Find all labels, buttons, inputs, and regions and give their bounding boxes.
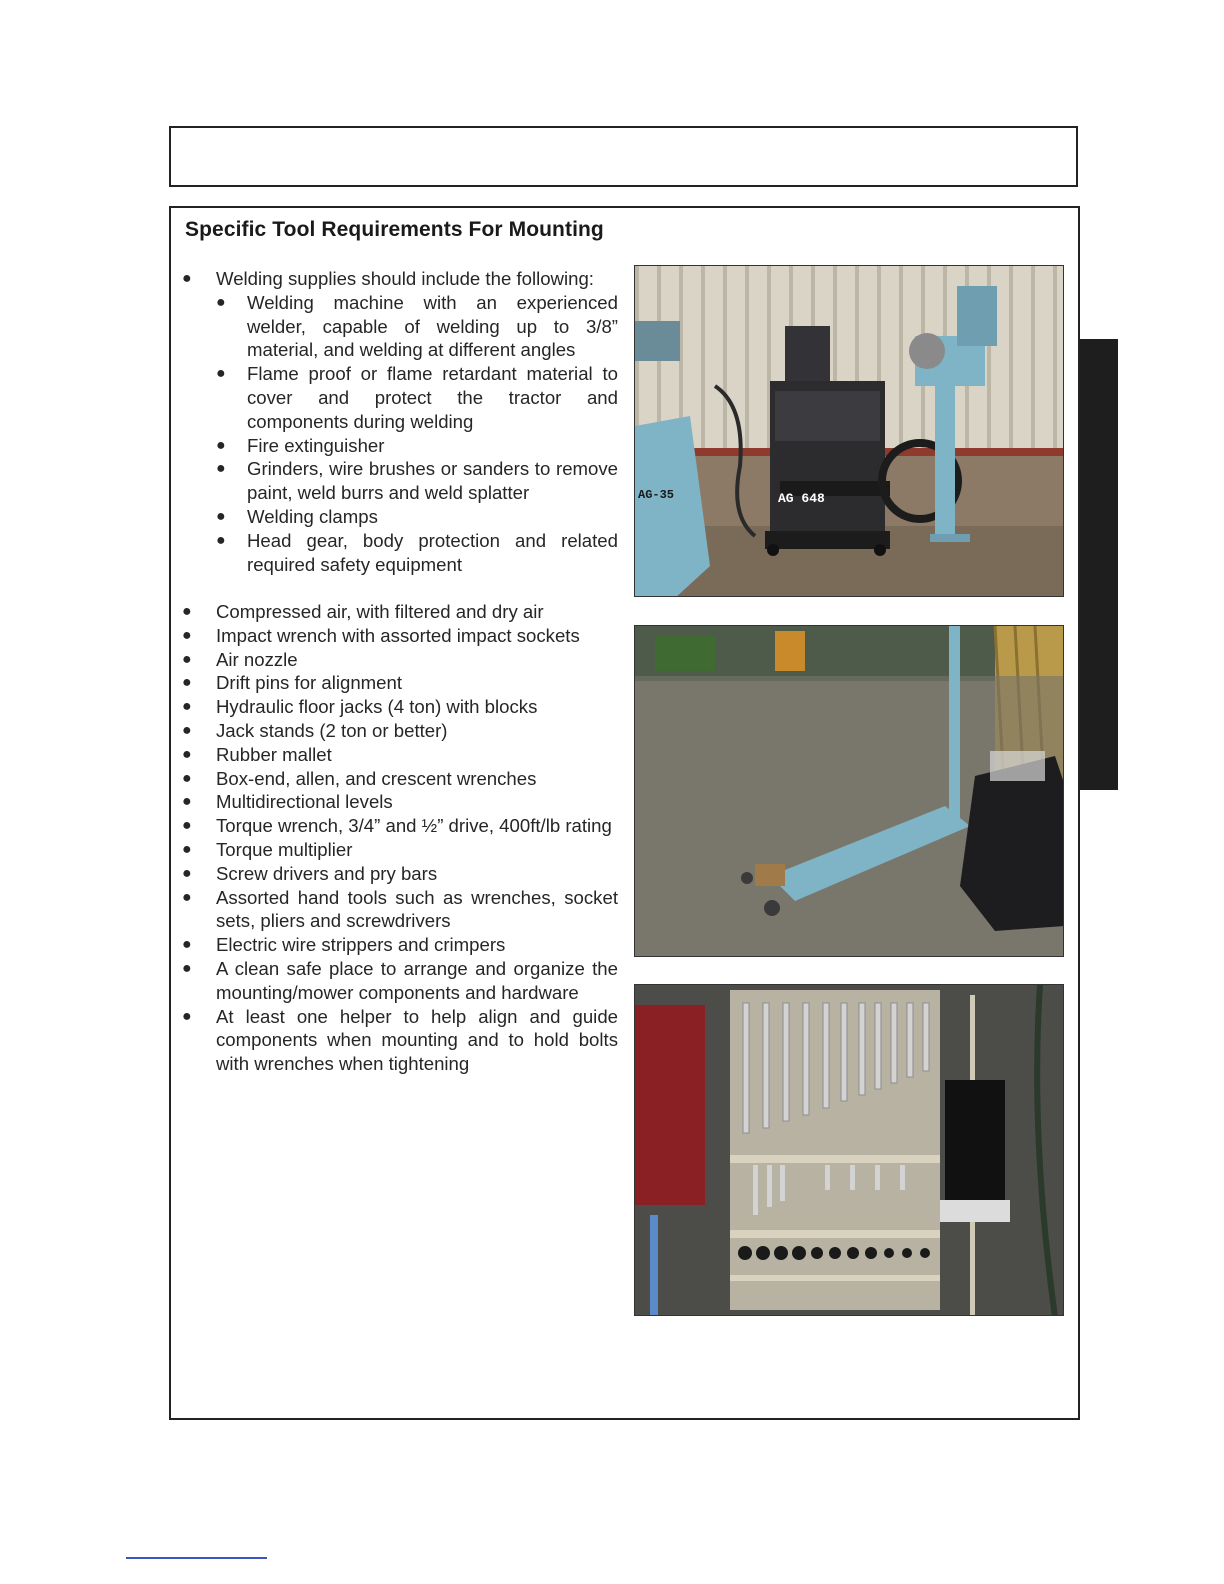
list-item [182,767,618,791]
welding-list [182,267,618,576]
bullet-icon: ● [182,793,192,811]
list-item [216,434,618,458]
bullet-icon: ● [182,769,192,787]
bullet-icon: ● [182,840,192,858]
list-item [182,1005,618,1076]
section-title: Specific Tool Requirements For Mounting [185,218,604,241]
list-item-text: Jack stands (2 ton or better) [216,719,448,741]
list-item-text: Head gear, body protection and related required safety equipment [247,529,618,575]
list-item-text: Welding clamps [247,505,378,527]
list-item-text: At least one helper to help align and guide components when mounting and to hold bolts with wrenches when tightening [216,1005,618,1075]
list-item-text: Multidirectional levels [216,791,393,813]
list-item [182,671,618,695]
list-item [182,838,618,862]
list-item-text: A clean safe place to arrange and organize the mounting/mower components and hardware [216,957,618,1003]
list-item [182,719,618,743]
bullet-icon: ● [182,674,192,692]
bullet-icon: ● [216,460,226,478]
list-item [182,814,618,838]
list-item [216,291,618,362]
bullet-icon: ● [182,936,192,954]
bullet-icon: ● [216,293,226,311]
list-item [216,457,618,505]
tools-list [182,600,618,1076]
welding-machine-photo [634,265,1064,597]
list-item [182,862,618,886]
bullet-icon: ● [182,721,192,739]
list-item [182,600,618,624]
list-item [216,529,618,577]
bullet-icon: ● [182,817,192,835]
list-item-text: Fire extinguisher [247,434,385,456]
list-item [182,695,618,719]
list-item [216,362,618,433]
bullet-icon: ● [182,650,192,668]
list-item [182,933,618,957]
list-item-text: Grinders, wire brushes or sanders to remove paint, weld burrs and weld splatter [247,458,618,504]
list-item [182,648,618,672]
bullet-icon: ● [182,698,192,716]
list-item-text: Flame proof or flame retardant material to cover and protect the tractor and components during welding [247,363,618,432]
list-item-text: Air nozzle [216,648,298,670]
list-item-text: Torque multiplier [216,838,353,860]
list-item-text: Rubber mallet [216,743,332,765]
list-item-text: Torque wrench, 3/4” and ½” drive, 400ft/lb rating [216,815,612,837]
machine-label: AG 648 [778,491,825,506]
list-item-text: Electric wire strippers and crimpers [216,934,506,956]
list-item-text: Welding machine with an experienced welder, capable of welding up to 3/8” material, and welding at different angles [247,291,618,361]
bullet-icon: ● [216,507,226,525]
header-box [169,126,1078,187]
bullet-icon: ● [216,436,226,454]
bullet-icon: ● [182,959,192,977]
footer-link-underline [126,1557,267,1559]
list-item [216,505,618,529]
section-side-tab [1080,339,1118,790]
list-item [182,743,618,767]
list-item [182,624,618,648]
bullet-icon: ● [182,745,192,763]
list-item [182,790,618,814]
list-item-text: Screw drivers and pry bars [216,862,438,884]
list-item-text: Box-end, allen, and crescent wrenches [216,767,537,789]
list-item-text: Hydraulic floor jacks (4 ton) with blocks [216,696,538,718]
list-item [182,886,618,934]
list-item-text: Impact wrench with assorted impact sockets [216,624,580,646]
list-item-text: Compressed air, with filtered and dry air [216,601,544,622]
bullet-icon: ● [182,603,192,620]
welding-sublist [216,291,618,577]
list-item-text: Assorted hand tools such as wrenches, socket sets, pliers and screwdrivers [216,886,618,932]
list-item [182,957,618,1005]
bullet-icon: ● [182,626,192,644]
bullet-icon: ● [182,270,192,287]
bullet-icon: ● [216,531,226,549]
bullet-icon: ● [182,1007,192,1025]
list-item [182,267,618,576]
list-item-text: Drift pins for alignment [216,672,403,694]
machine-left-label: AG-35 [638,488,675,502]
bullet-icon: ● [182,864,192,882]
bullet-icon: ● [216,365,226,383]
wrench-board-photo [634,984,1064,1316]
bullet-icon: ● [182,888,192,906]
floor-jack-photo [634,625,1064,957]
welding-intro: Welding supplies should include the following: [216,268,594,289]
